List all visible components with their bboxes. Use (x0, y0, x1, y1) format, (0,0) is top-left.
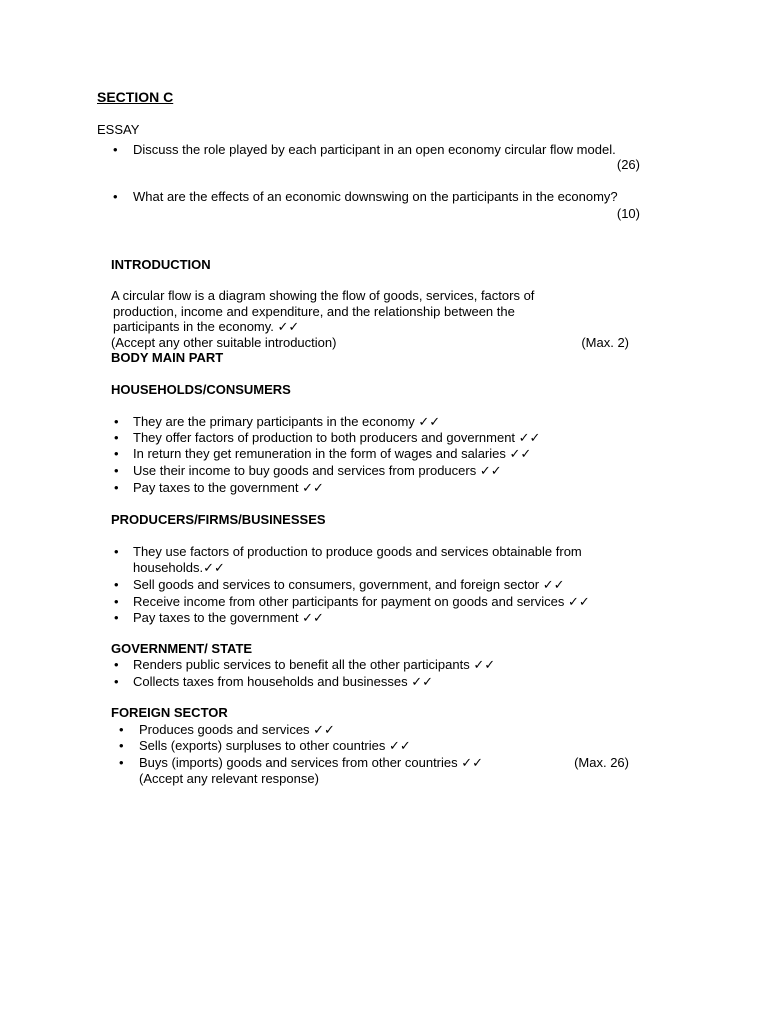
question-1-marks: (26) (616, 157, 640, 172)
bullet-icon: • (119, 738, 124, 753)
introduction-heading: INTRODUCTION (111, 257, 211, 272)
bullet-icon: • (114, 544, 119, 559)
list-item-continuation: households.✓✓ (133, 560, 225, 575)
list-item: Buys (imports) goods and services from other countries ✓✓ (139, 755, 484, 770)
list-item: Sells (exports) surpluses to other countries ✓✓ (139, 738, 411, 753)
producers-heading: PRODUCERS/FIRMS/BUSINESSES (111, 512, 326, 527)
question-1-text: Discuss the role played by each participant in an open economy circular flow model. (133, 142, 616, 157)
question-2-text: What are the effects of an economic downswing on the participants in the economy? (133, 189, 618, 204)
bullet-icon: • (114, 594, 119, 609)
introduction-accept-note: (Accept any other suitable introduction) (111, 335, 337, 350)
list-item: In return they get remuneration in the form of wages and salaries ✓✓ (133, 446, 532, 461)
body-heading: BODY MAIN PART (111, 350, 224, 365)
list-item: Renders public services to benefit all the other participants ✓✓ (133, 657, 496, 672)
section-title: SECTION C (97, 89, 174, 105)
introduction-line: production, income and expenditure, and the relationship between the (113, 304, 515, 319)
foreign-max-marks: (Max. 26) (574, 755, 629, 770)
bullet-icon: • (114, 430, 119, 445)
list-item: Sell goods and services to consumers, government, and foreign sector ✓✓ (133, 577, 565, 592)
list-item: Collects taxes from households and businesses ✓✓ (133, 674, 433, 689)
list-item: Produces goods and services ✓✓ (139, 722, 335, 737)
foreign-accept-note: (Accept any relevant response) (139, 771, 319, 786)
list-item: Receive income from other participants for payment on goods and services ✓✓ (133, 594, 590, 609)
bullet-icon: • (113, 189, 118, 204)
foreign-heading: FOREIGN SECTOR (111, 705, 228, 720)
bullet-icon: • (119, 755, 124, 770)
list-item: They offer factors of production to both producers and government ✓✓ (133, 430, 541, 445)
bullet-icon: • (114, 577, 119, 592)
bullet-icon: • (114, 610, 119, 625)
list-item: Pay taxes to the government ✓✓ (133, 480, 324, 495)
essay-label: ESSAY (97, 122, 140, 137)
introduction-max-marks: (Max. 2) (581, 335, 629, 350)
list-item: They use factors of production to produce goods and services obtainable from (133, 544, 582, 559)
bullet-icon: • (114, 480, 119, 495)
bullet-icon: • (114, 674, 119, 689)
bullet-icon: • (113, 142, 118, 157)
bullet-icon: • (114, 446, 119, 461)
bullet-icon: • (119, 722, 124, 737)
introduction-line: participants in the economy. ✓✓ (113, 319, 300, 334)
households-heading: HOUSEHOLDS/CONSUMERS (111, 382, 291, 397)
list-item: Use their income to buy goods and services from producers ✓✓ (133, 463, 502, 478)
list-item: They are the primary participants in the economy ✓✓ (133, 414, 441, 429)
introduction-line: A circular flow is a diagram showing the flow of goods, services, factors of (111, 288, 535, 303)
bullet-icon: • (114, 414, 119, 429)
bullet-icon: • (114, 657, 119, 672)
question-2-marks: (10) (616, 206, 640, 221)
government-heading: GOVERNMENT/ STATE (111, 641, 253, 656)
list-item: Pay taxes to the government ✓✓ (133, 610, 324, 625)
bullet-icon: • (114, 463, 119, 478)
